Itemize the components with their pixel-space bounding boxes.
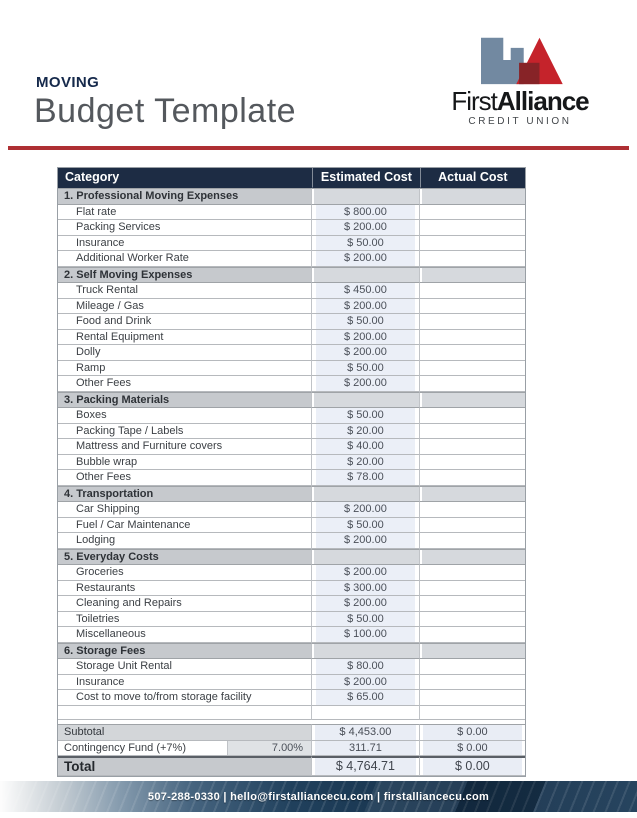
- category-cell: Cleaning and Repairs: [58, 596, 312, 612]
- actual-cost-cell: [420, 283, 525, 299]
- logo-word-alliance: Alliance: [496, 86, 589, 116]
- category-cell: Packing Tape / Labels: [58, 424, 312, 440]
- category-cell: Mileage / Gas: [58, 299, 312, 315]
- estimated-cost-cell: $ 200.00: [312, 502, 420, 518]
- table-row: [58, 424, 525, 440]
- table-row: [58, 283, 525, 299]
- section-actual-cell: [420, 643, 525, 660]
- category-cell: Miscellaneous: [58, 627, 312, 643]
- section-row: [58, 392, 525, 409]
- contingency-label-cell: [58, 741, 312, 757]
- column-header-category: Category: [58, 168, 312, 188]
- column-header-estimated-cost: Estimated Cost: [312, 168, 420, 188]
- page-title: Budget Template: [34, 92, 297, 130]
- category-cell: Flat rate: [58, 205, 312, 221]
- table-row: [58, 502, 525, 518]
- table-row: [58, 314, 525, 330]
- category-cell: Toiletries: [58, 612, 312, 628]
- category-cell: Car Shipping: [58, 502, 312, 518]
- actual-cost-cell: [420, 565, 525, 581]
- category-cell: Fuel / Car Maintenance: [58, 518, 312, 534]
- table-row: [58, 236, 525, 252]
- estimated-cost-cell: $ 50.00: [312, 314, 420, 330]
- section-label: 3. Packing Materials: [58, 392, 312, 409]
- section-row: [58, 486, 525, 503]
- actual-cost-cell: [420, 424, 525, 440]
- actual-cost-cell: [420, 439, 525, 455]
- section-actual-cell: [420, 486, 525, 503]
- actual-cost-cell: [420, 251, 525, 267]
- category-cell: Packing Services: [58, 220, 312, 236]
- section-actual-cell: [420, 188, 525, 205]
- table-row: [58, 220, 525, 236]
- table-row: [58, 439, 525, 455]
- estimated-cost-cell: $ 50.00: [312, 408, 420, 424]
- total-estimated-value: $ 4,764.71: [312, 756, 420, 776]
- estimated-cost-cell: $ 200.00: [312, 345, 420, 361]
- total-label: Total: [58, 756, 312, 776]
- table-row: [58, 251, 525, 267]
- actual-cost-cell: [420, 690, 525, 706]
- table-row: [58, 533, 525, 549]
- logo-word-first: First: [451, 86, 497, 116]
- blank-category-cell: [58, 706, 312, 721]
- section-actual-cell: [420, 549, 525, 566]
- table-row: [58, 408, 525, 424]
- budget-table: [57, 167, 526, 777]
- section-row: [58, 643, 525, 660]
- total-row: [58, 756, 525, 776]
- category-cell: Boxes: [58, 408, 312, 424]
- table-row: [58, 581, 525, 597]
- section-actual-cell: [420, 267, 525, 284]
- actual-cost-cell: [420, 376, 525, 392]
- estimated-cost-cell: $ 200.00: [312, 596, 420, 612]
- section-row: [58, 549, 525, 566]
- category-cell: Other Fees: [58, 376, 312, 392]
- table-row: [58, 470, 525, 486]
- section-estimated-cell: [312, 267, 420, 284]
- table-row: [58, 205, 525, 221]
- estimated-cost-cell: $ 65.00: [312, 690, 420, 706]
- section-estimated-cell: [312, 549, 420, 566]
- section-row: [58, 188, 525, 205]
- category-cell: Insurance: [58, 675, 312, 691]
- estimated-cost-cell: $ 800.00: [312, 205, 420, 221]
- actual-cost-cell: [420, 675, 525, 691]
- contingency-wrap: [58, 741, 311, 756]
- section-estimated-cell: [312, 643, 420, 660]
- estimated-cost-cell: $ 200.00: [312, 299, 420, 315]
- actual-cost-cell: [420, 612, 525, 628]
- estimated-cost-cell: $ 300.00: [312, 581, 420, 597]
- table-row: [58, 455, 525, 471]
- category-cell: Other Fees: [58, 470, 312, 486]
- table-header: [58, 168, 525, 188]
- estimated-cost-cell: $ 50.00: [312, 361, 420, 377]
- actual-cost-cell: [420, 236, 525, 252]
- actual-cost-cell: [420, 533, 525, 549]
- section-actual-cell: [420, 392, 525, 409]
- table-row: [58, 596, 525, 612]
- estimated-cost-cell: $ 50.00: [312, 612, 420, 628]
- actual-cost-cell: [420, 581, 525, 597]
- actual-cost-cell: [420, 299, 525, 315]
- column-header-actual-cost: Actual Cost: [420, 168, 525, 188]
- actual-cost-cell: [420, 205, 525, 221]
- category-cell: Rental Equipment: [58, 330, 312, 346]
- category-cell: Truck Rental: [58, 283, 312, 299]
- contingency-estimated-value: 311.71: [312, 741, 420, 757]
- estimated-cost-cell: $ 100.00: [312, 627, 420, 643]
- actual-cost-cell: [420, 659, 525, 675]
- estimated-cost-cell: $ 40.00: [312, 439, 420, 455]
- actual-cost-cell: [420, 408, 525, 424]
- category-cell: Ramp: [58, 361, 312, 377]
- category-cell: Insurance: [58, 236, 312, 252]
- actual-cost-cell: [420, 627, 525, 643]
- table-row: [58, 518, 525, 534]
- category-cell: Bubble wrap: [58, 455, 312, 471]
- footer-bar: [0, 781, 637, 812]
- estimated-cost-cell: $ 200.00: [312, 251, 420, 267]
- table-row: [58, 345, 525, 361]
- estimated-cost-cell: $ 450.00: [312, 283, 420, 299]
- category-cell: Additional Worker Rate: [58, 251, 312, 267]
- logo-mark-icon: [472, 34, 568, 86]
- footer-contact-info: 507-288-0330 | hello@firstalliancecu.com | firstalliancecu.com: [147, 790, 490, 803]
- logo-wordmark: [428, 88, 612, 114]
- table-row: [58, 627, 525, 643]
- blank-estimated-cell: [312, 706, 420, 721]
- actual-cost-cell: [420, 470, 525, 486]
- table-row: [58, 299, 525, 315]
- category-cell: Dolly: [58, 345, 312, 361]
- estimated-cost-cell: $ 80.00: [312, 659, 420, 675]
- actual-cost-cell: [420, 518, 525, 534]
- header-row: [58, 168, 525, 188]
- actual-cost-cell: [420, 330, 525, 346]
- section-label: 4. Transportation: [58, 486, 312, 503]
- actual-cost-cell: [420, 502, 525, 518]
- contingency-label: Contingency Fund (+7%): [64, 741, 186, 754]
- section-estimated-cell: [312, 188, 420, 205]
- logo-tagline: CREDIT UNION: [468, 116, 572, 127]
- table-row: [58, 361, 525, 377]
- contingency-actual-value: $ 0.00: [420, 741, 525, 757]
- actual-cost-cell: [420, 220, 525, 236]
- actual-cost-cell: [420, 345, 525, 361]
- estimated-cost-cell: $ 200.00: [312, 330, 420, 346]
- estimated-cost-cell: $ 200.00: [312, 220, 420, 236]
- estimated-cost-cell: $ 200.00: [312, 533, 420, 549]
- estimated-cost-cell: $ 200.00: [312, 376, 420, 392]
- table-body: [58, 188, 525, 776]
- table-row: [58, 612, 525, 628]
- estimated-cost-cell: $ 200.00: [312, 675, 420, 691]
- category-cell: Cost to move to/from storage facility: [58, 690, 312, 706]
- table-row: [58, 659, 525, 675]
- category-cell: Groceries: [58, 565, 312, 581]
- estimated-cost-cell: $ 50.00: [312, 236, 420, 252]
- actual-cost-cell: [420, 455, 525, 471]
- estimated-cost-cell: $ 20.00: [312, 424, 420, 440]
- estimated-cost-cell: $ 50.00: [312, 518, 420, 534]
- category-cell: Storage Unit Rental: [58, 659, 312, 675]
- estimated-cost-cell: $ 78.00: [312, 470, 420, 486]
- blank-actual-cell: [420, 706, 525, 721]
- company-logo: [428, 34, 612, 127]
- subtotal-label: Subtotal: [58, 724, 312, 741]
- table-row: [58, 565, 525, 581]
- actual-cost-cell: [420, 361, 525, 377]
- section-label: 5. Everyday Costs: [58, 549, 312, 566]
- contingency-percent: 7.00%: [227, 741, 311, 756]
- subtotal-row: [58, 724, 525, 741]
- table-row: [58, 376, 525, 392]
- category-cell: Restaurants: [58, 581, 312, 597]
- actual-cost-cell: [420, 314, 525, 330]
- section-estimated-cell: [312, 486, 420, 503]
- section-label: 6. Storage Fees: [58, 643, 312, 660]
- actual-cost-cell: [420, 596, 525, 612]
- subtotal-estimated-value: $ 4,453.00: [312, 724, 420, 741]
- contingency-row: [58, 741, 525, 757]
- divider-rule: [8, 146, 629, 150]
- subtotal-actual-value: $ 0.00: [420, 724, 525, 741]
- total-actual-value: $ 0.00: [420, 756, 525, 776]
- table-row: [58, 675, 525, 691]
- estimated-cost-cell: $ 20.00: [312, 455, 420, 471]
- estimated-cost-cell: $ 200.00: [312, 565, 420, 581]
- section-label: 2. Self Moving Expenses: [58, 267, 312, 284]
- doc-category-label: MOVING: [36, 74, 100, 91]
- section-label: 1. Professional Moving Expenses: [58, 188, 312, 205]
- section-row: [58, 267, 525, 284]
- table-row: [58, 330, 525, 346]
- category-cell: Food and Drink: [58, 314, 312, 330]
- blank-row: [58, 706, 525, 721]
- section-estimated-cell: [312, 392, 420, 409]
- category-cell: Lodging: [58, 533, 312, 549]
- category-cell: Mattress and Furniture covers: [58, 439, 312, 455]
- table-row: [58, 690, 525, 706]
